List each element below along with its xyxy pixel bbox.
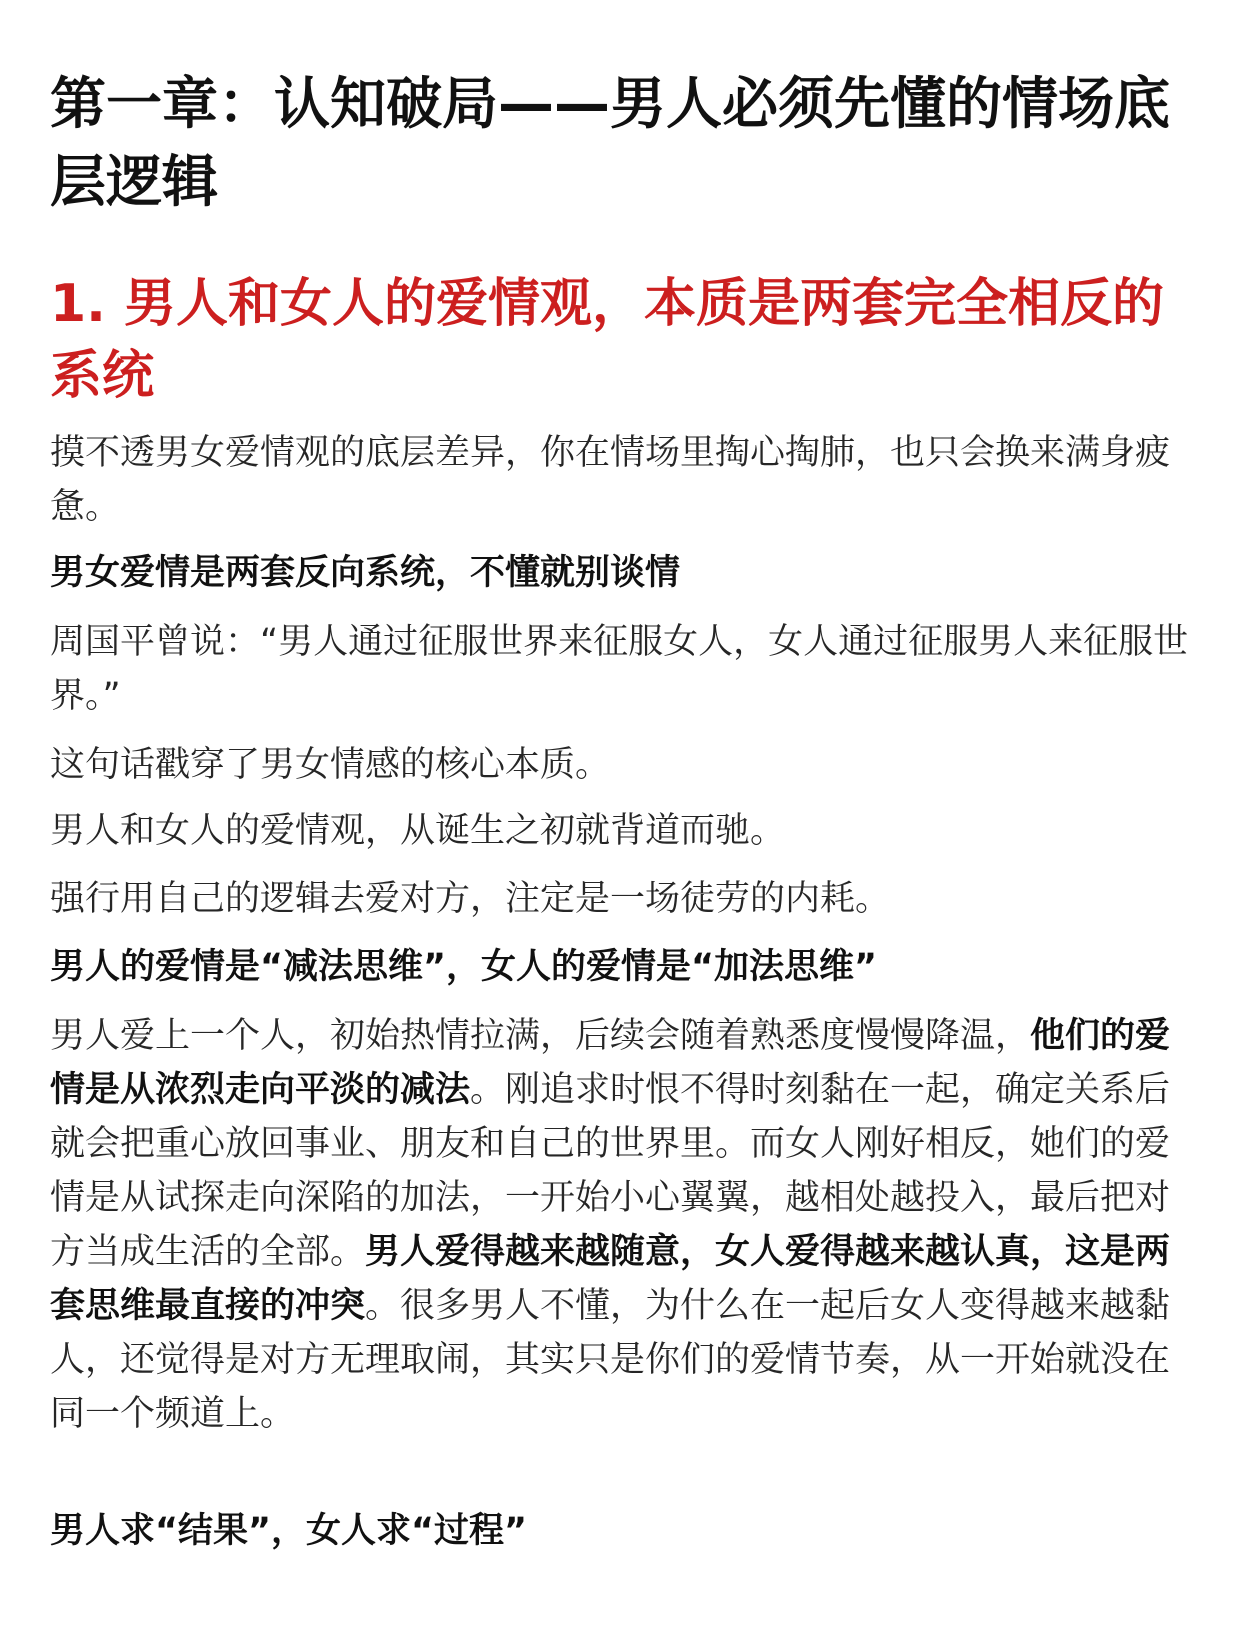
paragraph-opposite-views: 男人和女人的爱情观，从诞生之初就背道而驰。 — [50, 811, 786, 851]
paragraph-core-essence: 这句话戳穿了男女情感的核心本质。 — [50, 745, 611, 785]
chapter-title: 第一章：认知破局——男人必须先懂的情场底层逻辑 — [50, 72, 1170, 215]
section-title: 1. 男人和女人的爱情观，本质是两套完全相反的系统 — [50, 274, 1165, 406]
paragraph-internal-friction: 强行用自己的逻辑去爱对方，注定是一场徒劳的内耗。 — [50, 879, 891, 919]
long-bold-2: 男人爱得越来越随意，女人爱得越来越认真，这是两套思维最直接的冲突 — [50, 1232, 1171, 1326]
subheading-subtraction-addition: 男人的爱情是“减法思维”，女人的爱情是“加法思维” — [50, 947, 878, 987]
subheading-reverse-systems: 男女爱情是两套反向系统，不懂就别谈情 — [50, 553, 681, 593]
subheading-result-process: 男人求“结果”，女人求“过程” — [50, 1511, 528, 1551]
quote-paragraph: 周国平曾说：“男人通过征服世界来征服女人，女人通过征服男人来征服世界。” — [50, 622, 1189, 716]
long-text-2: 。刚追求时恨不得时刻黏在一起，确定关系后就会把重心放回事业、朋友和自己的世界里。而女人刚好相反，她们的爱情是从试探走向深陷的加法，一开始小心翼翼，越相处越投入，最后把对方当成生活的全部。 — [50, 1070, 1171, 1272]
long-text-1: 男人爱上一个人，初始热情拉满，后续会随着熟悉度慢慢降温， — [50, 1016, 1031, 1056]
intro-paragraph: 摸不透男女爱情观的底层差异，你在情场里掏心掏肺，也只会换来满身疲惫。 — [50, 433, 1171, 527]
long-text-3: 。很多男人不懂，为什么在一起后女人变得越来越黏人，还觉得是对方无理取闹，其实只是你们的爱情节奏，从一开始就没在同一个频道上。 — [50, 1286, 1171, 1434]
long-bold-1: 他们的爱情是从浓烈走向平淡的减法 — [50, 1016, 1171, 1110]
long-paragraph — [50, 1009, 1200, 1441]
